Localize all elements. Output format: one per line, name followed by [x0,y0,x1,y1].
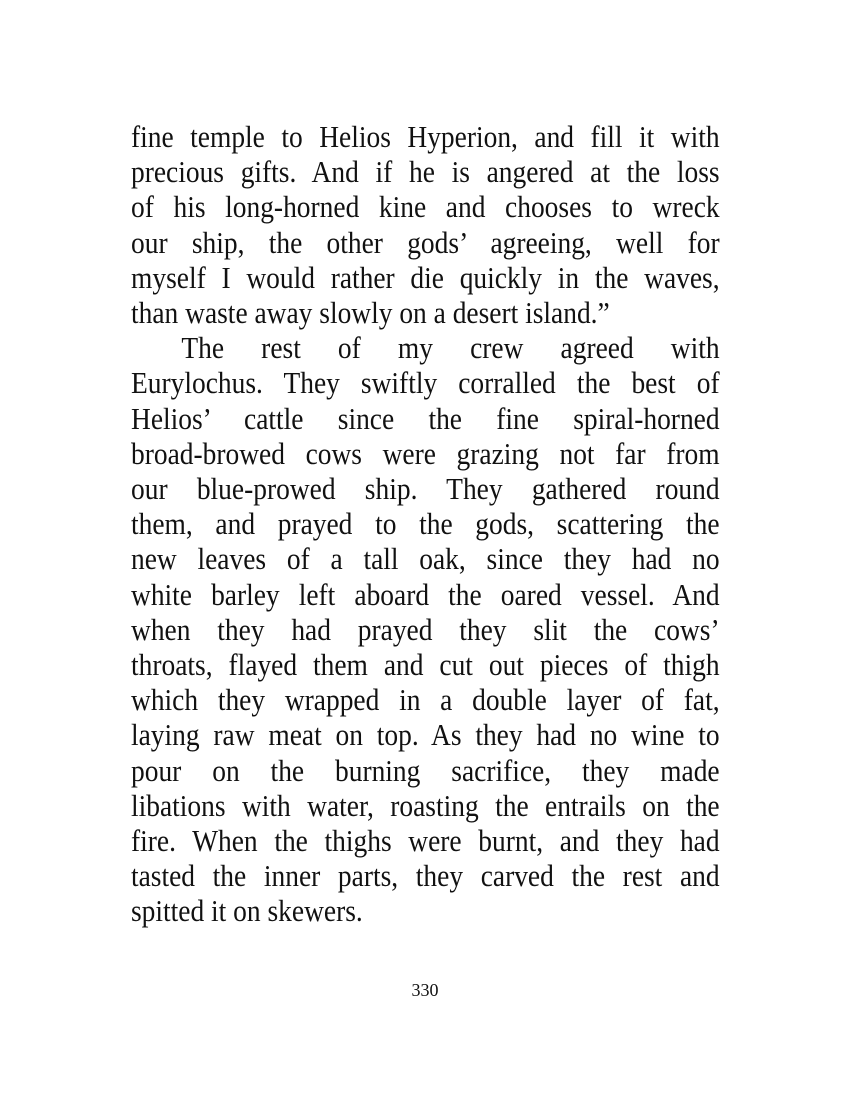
text-line: throats, flayed them and cut out pieces of thigh [131,648,720,683]
text-line: The rest of my crew agreed with [181,331,720,366]
text-line: our blue-prowed ship. They gathered round [131,472,720,507]
text-line: libations with water, roasting the entrails on the [131,788,720,823]
text-line: of his long-horned kine and chooses to wreck [131,190,720,225]
text-line: white barley left aboard the oared vessel. And [131,577,720,612]
page-number: 330 [411,980,439,1000]
text-line: pour on the burning sacrifice, they made [131,753,720,788]
text-line: myself I would rather die quickly in the waves, [131,260,720,295]
text-line: spitted it on skewers. [131,894,363,929]
text-line: Eurylochus. They swiftly corralled the best of [131,366,720,401]
text-line: than waste away slowly on a desert island.” [131,296,610,331]
text-line: our ship, the other gods’ agreeing, well for [131,225,720,260]
body-text [131,120,720,930]
text-line: them, and prayed to the gods, scattering the [131,507,720,542]
text-line: tasted the inner parts, they carved the rest and [131,859,720,894]
text-line: precious gifts. And if he is angered at the loss [131,155,720,190]
text-line: Helios’ cattle since the fine spiral-horned [131,401,720,436]
text-line: which they wrapped in a double layer of fat, [131,683,720,718]
text-line: new leaves of a tall oak, since they had no [131,542,720,577]
text-line: fire. When the thighs were burnt, and they had [131,824,720,859]
paragraph-2 [131,331,720,929]
paragraph-1 [131,120,720,331]
text-line: laying raw meat on top. As they had no wine to [131,718,720,753]
text-line: when they had prayed they slit the cows’ [131,612,720,647]
text-line: broad-browed cows were grazing not far from [131,436,720,471]
text-line: fine temple to Helios Hyperion, and fill it with [131,120,720,154]
